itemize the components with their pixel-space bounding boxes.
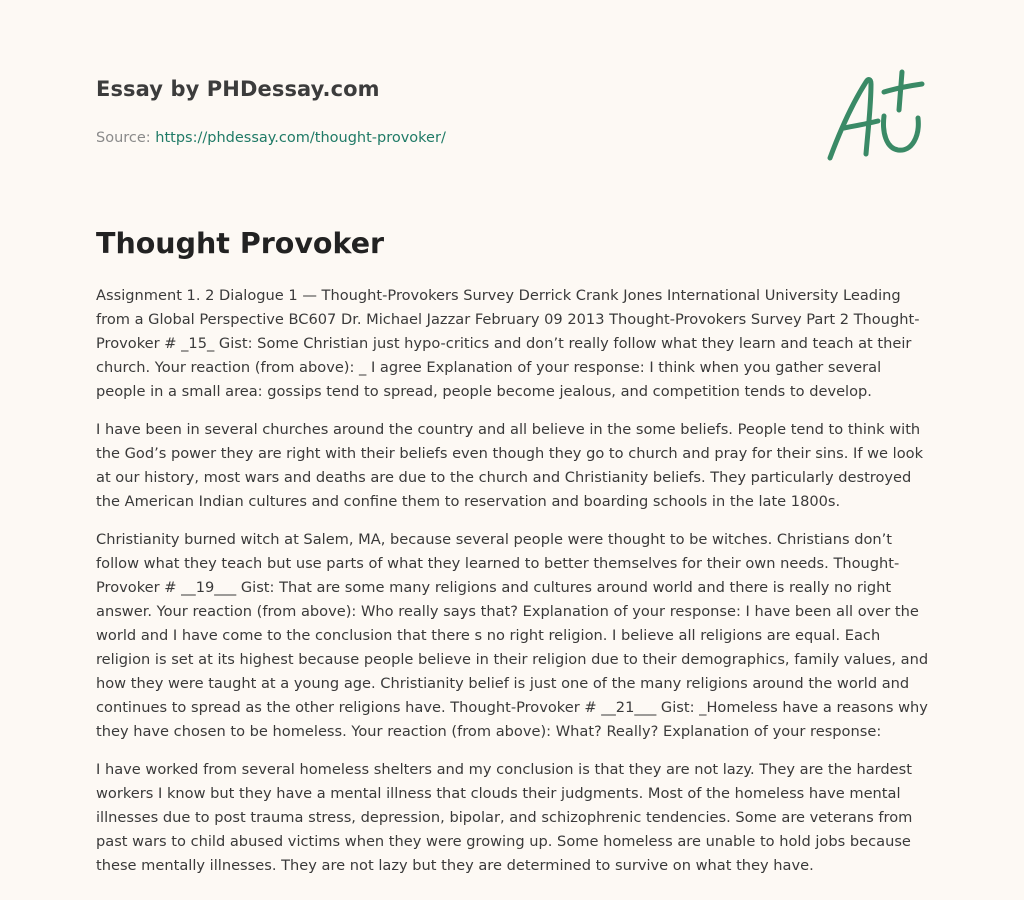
essay-paragraph: I have worked from several homeless shelters and my conclusion is that they are not lazy. They are the hardest workers I know but they have a mental illness that clouds their judgments. Most of the homeless have mental illnesses due to post trauma stress, depression, bipolar, and schizophrenic tendencies. Some are veterans from past wars to child abused victims when they were growing up. Some homeless are unable to hold jobs because these mentally illnesses. They are not lazy but they are determined to survive on what they have. xyxy=(96,761,913,874)
essay-paragraph: I have been in several churches around the country and all believe in the some beliefs. People tend to think with the God’s power they are right with their beliefs even though they go to church and pray for their sins. If we look at our history, most wars and deaths are due to the church and Christianity beliefs. They particularly destroyed the American Indian cultures and confine them to reservation and boarding schools in the late 1800s. xyxy=(96,421,924,510)
essay-paragraph: Christianity burned witch at Salem, MA, because several people were thought to be witches. Christians don’t follow what they teach but use parts of what they learned to better themselves for their own needs. Thought-Provoker # __19___ Gist: That are some many religions and cultures around world and there is really no right answer. Your reaction (from above): Who really says that? Explanation of your response: I have been all over the world and I have come to the conclusion that there s no right religion. I believe all religions are equal. Each religion is set at its highest because people believe in their religion due to their demographics, family values, and how they were taught at a young age. Christianity belief is just one of the many religions around the world and continues to spread as the other religions have. Thought-Provoker # __21___ Gist: _Homeless have a reasons why they have chosen to be homeless. Your reaction (from above): What? Really? Explanation of your response: xyxy=(96,531,929,740)
a-plus-grade-icon xyxy=(822,66,932,166)
essay-title: Thought Provoker xyxy=(96,227,385,260)
source-link[interactable]: https://phdessay.com/thought-provoker/ xyxy=(155,130,446,146)
essay-body xyxy=(96,284,932,892)
source-label: Source: xyxy=(96,130,156,146)
source-line xyxy=(96,128,796,148)
page-header xyxy=(96,74,796,148)
site-brand: Essay by PHDessay.com xyxy=(96,77,380,101)
essay-paragraph: Assignment 1. 2 Dialogue 1 — Thought-Provokers Survey Derrick Crank Jones International University Leading from a Global Perspective BC607 Dr. Michael Jazzar February 09 2013 Thought-Provokers Survey Part 2 Thought-Provoker # _15_ Gist: Some Christian just hypo-critics and don’t really follow what they learn and teach at their church. Your reaction (from above): _ I agree Explanation of your response: I think when you gather several people in a small area: gossips tend to spread, people become jealous, and competition tends to develop. xyxy=(96,287,920,400)
